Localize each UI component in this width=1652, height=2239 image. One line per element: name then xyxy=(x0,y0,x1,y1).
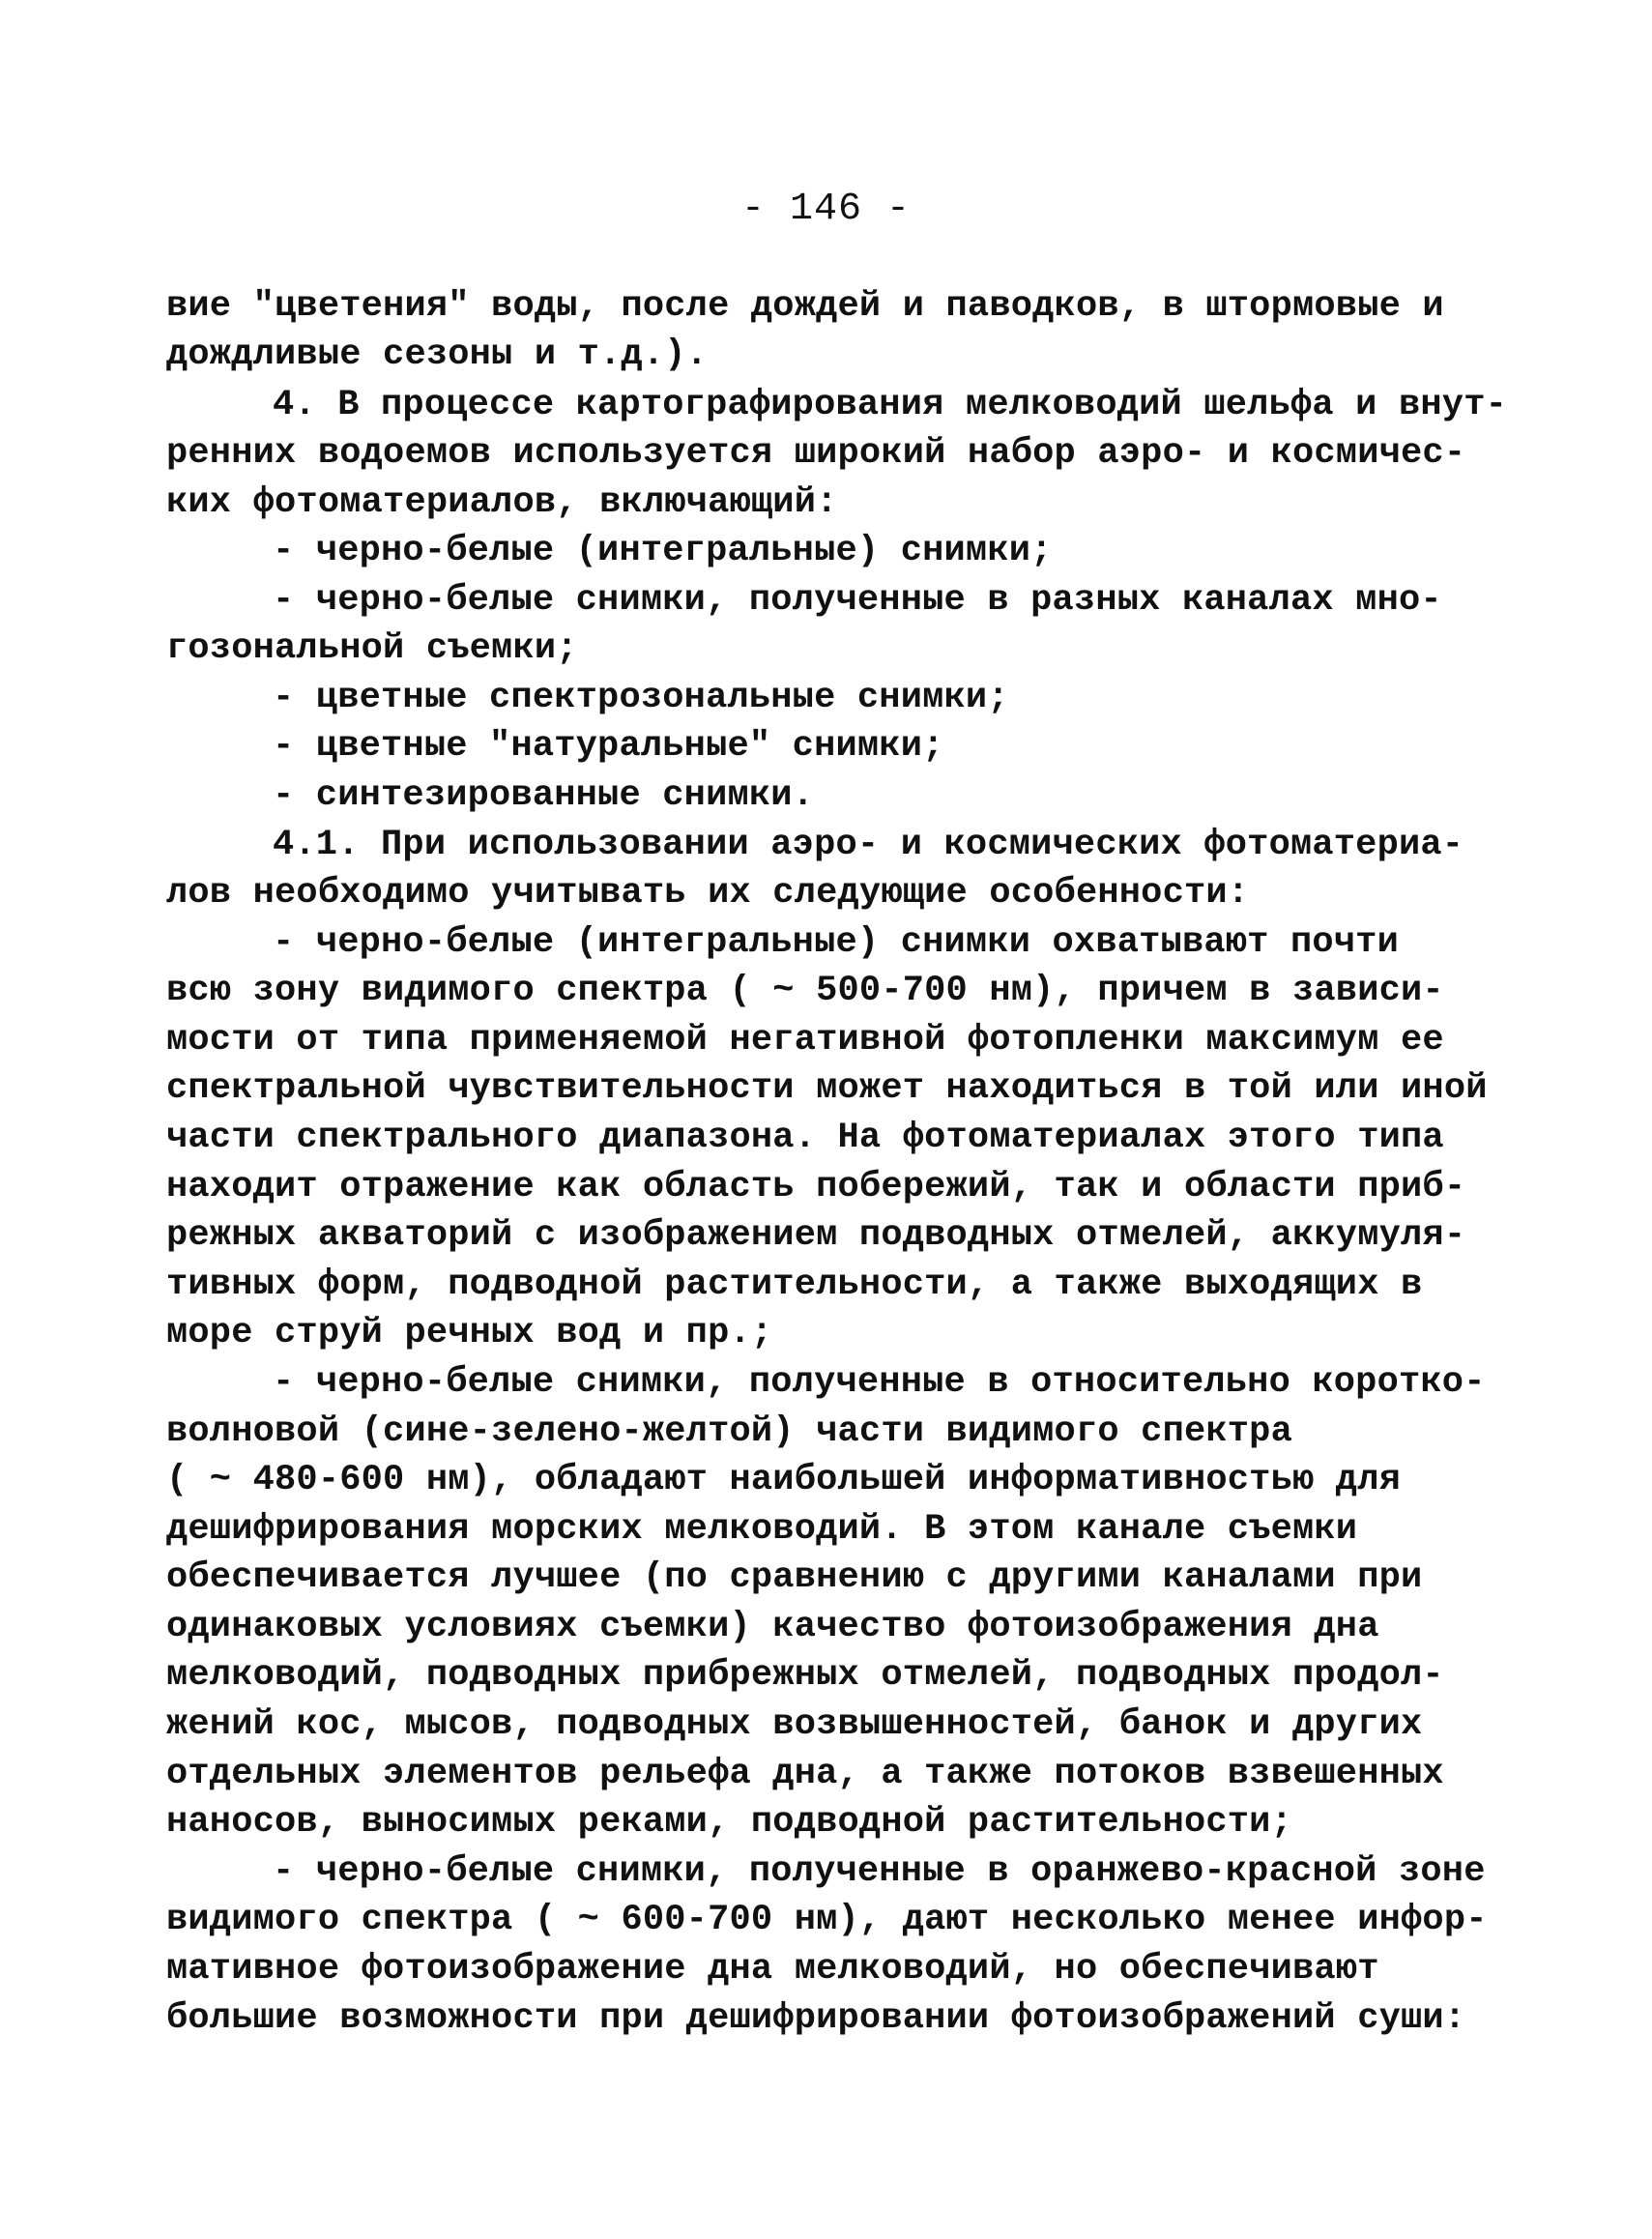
text-line: части спектрального диапазона. На фотоматериалах этого типа xyxy=(166,1118,1444,1158)
text-line: режных акваторий с изображением подводных отмелей, аккумуля- xyxy=(166,1215,1466,1256)
text-line: спектральной чувствительности может находиться в той или иной xyxy=(166,1068,1488,1109)
text-line: дешифрирования морских мелководий. В этом канале съемки xyxy=(166,1509,1358,1550)
text-line: жений кос, мысов, подводных возвышенностей, банок и других xyxy=(166,1704,1423,1745)
text-line: 4. В процессе картографирования мелководий шельфа и внут- xyxy=(273,385,1508,425)
text-line: мости от типа применяемой негативной фотопленки максимум ее xyxy=(166,1020,1444,1061)
text-line: - цветные "натуральные" снимки; xyxy=(273,726,944,767)
text-line: дождливые сезоны и т.д.). xyxy=(166,334,709,375)
text-line: гозональной съемки; xyxy=(166,628,578,669)
text-line: одинаковых условиях съемки) качество фотоизображения дна xyxy=(166,1607,1379,1647)
text-line: обеспечивается лучшее (по сравнению с другими каналами при xyxy=(166,1557,1423,1598)
text-line: лов необходимо учитывать их следующие особенности: xyxy=(166,873,1250,914)
text-line: тивных форм, подводной растительности, а также выходящих в xyxy=(166,1265,1423,1305)
text-line: - синтезированные снимки. xyxy=(273,775,815,816)
text-line: - цветные спектрозональные снимки; xyxy=(273,678,1009,718)
text-line: 4.1. При использовании аэро- и космических фотоматериа- xyxy=(273,825,1464,865)
text-line: - черно-белые (интегральные) снимки охватывают почти xyxy=(273,922,1399,963)
text-line: ких фотоматериалов, включающий: xyxy=(166,482,838,523)
text-line: мативное фотоизображение дна мелководий, но обеспечивают xyxy=(166,1949,1379,1990)
text-line: - черно-белые (интегральные) снимки; xyxy=(273,531,1053,571)
text-line: видимого спектра ( ~ 600-700 нм), дают несколько менее инфор- xyxy=(166,1900,1488,1940)
text-line: отдельных элементов рельефа дна, а также потоков взвешенных xyxy=(166,1754,1444,1794)
text-line: всю зону видимого спектра ( ~ 500-700 нм), причем в зависи- xyxy=(166,971,1444,1011)
text-line: мелководий, подводных прибрежных отмелей, подводных продол- xyxy=(166,1655,1444,1696)
text-line: - черно-белые снимки, полученные в относительно коротко- xyxy=(273,1362,1486,1403)
page-number: - 146 - xyxy=(740,188,912,231)
text-line: наносов, выносимых реками, подводной растительности; xyxy=(166,1802,1292,1843)
text-line: находит отражение как область побережий, так и области приб- xyxy=(166,1167,1466,1207)
text-line: ( ~ 480-600 нм), обладают наибольшей информативностью для xyxy=(166,1460,1402,1500)
text-line: - черно-белые снимки, полученные в оранжево-красной зоне xyxy=(273,1851,1486,1892)
text-line: ренних водоемов используется широкий набор аэро- и космичес- xyxy=(166,433,1466,474)
text-line: большие возможности при дешифрировании фотоизображений суши: xyxy=(166,1998,1466,2039)
text-line: - черно-белые снимки, полученные в разных каналах мно- xyxy=(273,580,1442,621)
text-line: вие "цветения" воды, после дождей и паводков, в штормовые и xyxy=(166,286,1444,327)
text-line: море струй речных вод и пр.; xyxy=(166,1313,773,1353)
text-line: волновой (сине-зелено-желтой) части видимого спектра xyxy=(166,1411,1292,1452)
